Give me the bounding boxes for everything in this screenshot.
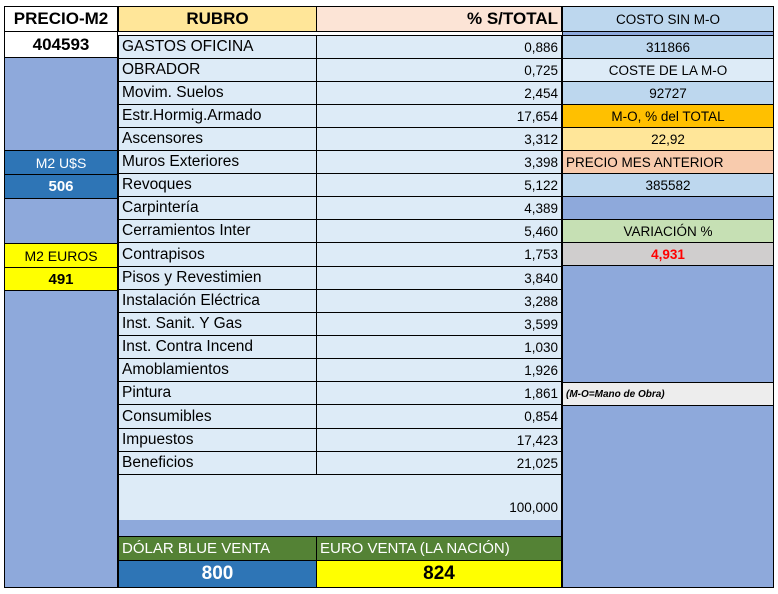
rubro-cell[interactable]: Amoblamientos (118, 358, 317, 382)
precio-m2-value[interactable]: 404593 (4, 31, 118, 58)
rubro-cell[interactable]: Estr.Hormig.Armado (118, 104, 317, 128)
rubro-cell[interactable]: Consumibles (118, 404, 317, 429)
rubro-cell[interactable]: Ascensores (118, 127, 317, 151)
rubro-cell[interactable]: OBRADOR (118, 58, 317, 82)
m2-usd-value[interactable]: 506 (4, 174, 118, 199)
costo-sin-mo-value[interactable]: 311866 (562, 35, 774, 59)
m2-usd-label[interactable]: M2 U$S (4, 150, 118, 175)
rubro-cell[interactable]: Inst. Sanit. Y Gas (118, 312, 317, 336)
pct-cell[interactable]: 17,654 (316, 104, 562, 128)
dolar-label[interactable]: DÓLAR BLUE VENTA (118, 536, 317, 561)
pct-header[interactable]: % S/TOTAL (316, 6, 562, 32)
pct-cell[interactable]: 3,840 (316, 266, 562, 290)
rubro-cell[interactable]: Cerramientos Inter (118, 219, 317, 243)
m2-euros-value[interactable]: 491 (4, 267, 118, 291)
coste-mo-value[interactable]: 92727 (562, 81, 774, 105)
left-blue-area[interactable] (4, 57, 118, 588)
rubro-cell[interactable]: Muros Exteriores (118, 150, 317, 174)
pct-cell[interactable]: 0,886 (316, 35, 562, 59)
costo-sin-mo-label[interactable]: COSTO SIN M-O (562, 6, 774, 32)
rubro-cell[interactable]: Carpintería (118, 196, 317, 220)
pct-cell[interactable]: 2,454 (316, 81, 562, 105)
mo-pct-label[interactable]: M-O, % del TOTAL (562, 104, 774, 128)
variacion-value[interactable]: 4,931 (562, 242, 774, 266)
pct-cell[interactable]: 1,030 (316, 335, 562, 359)
pct-cell[interactable]: 1,861 (316, 381, 562, 405)
pct-cell[interactable]: 3,312 (316, 127, 562, 151)
rubro-cell[interactable]: Pisos y Revestimien (118, 266, 317, 290)
rubro-header[interactable]: RUBRO (118, 6, 317, 32)
rubro-cell[interactable]: Pintura (118, 381, 317, 405)
rubro-cell[interactable]: Contrapisos (118, 242, 317, 267)
rubro-cell[interactable]: Revoques (118, 173, 317, 197)
pct-cell[interactable]: 5,122 (316, 173, 562, 197)
pct-cell[interactable]: 21,025 (316, 451, 562, 475)
rubro-cell[interactable]: Inst. Contra Incend (118, 335, 317, 359)
variacion-label[interactable]: VARIACIÓN % (562, 219, 774, 243)
pct-cell[interactable]: 4,389 (316, 196, 562, 220)
m2-euros-label[interactable]: M2 EUROS (4, 243, 118, 268)
pct-cell[interactable]: 3,599 (316, 312, 562, 336)
rubro-cell[interactable]: Impuestos (118, 428, 317, 452)
euro-label[interactable]: EURO VENTA (LA NACIÓN) (316, 536, 562, 561)
mo-pct-value[interactable]: 22,92 (562, 127, 774, 151)
pct-cell[interactable]: 3,398 (316, 150, 562, 174)
pct-cell[interactable]: 17,423 (316, 428, 562, 452)
pct-cell[interactable]: 1,926 (316, 358, 562, 382)
coste-mo-label[interactable]: COSTE DE LA M-O (562, 58, 774, 82)
total-cell[interactable]: 100,000 (118, 474, 562, 521)
rubro-cell[interactable]: Beneficios (118, 451, 317, 475)
pct-cell[interactable]: 3,288 (316, 289, 562, 313)
euro-value[interactable]: 824 (316, 560, 562, 588)
rubro-cell[interactable]: Movim. Suelos (118, 81, 317, 105)
pct-cell[interactable]: 1,753 (316, 242, 562, 267)
rubro-cell[interactable]: Instalación Eléctrica (118, 289, 317, 313)
pct-cell[interactable]: 0,725 (316, 58, 562, 82)
precio-mes-anterior-value[interactable]: 385582 (562, 173, 774, 197)
dolar-value[interactable]: 800 (118, 560, 317, 588)
table-bottom-spacer (118, 520, 562, 536)
pct-cell[interactable]: 0,854 (316, 404, 562, 429)
pct-cell[interactable]: 5,460 (316, 219, 562, 243)
precio-mes-anterior-label[interactable]: PRECIO MES ANTERIOR (562, 150, 774, 174)
rubro-cell[interactable]: GASTOS OFICINA (118, 35, 317, 59)
nota-mano-de-obra[interactable]: (M-O=Mano de Obra) (562, 382, 774, 406)
precio-m2-label[interactable]: PRECIO-M2 (4, 6, 118, 32)
